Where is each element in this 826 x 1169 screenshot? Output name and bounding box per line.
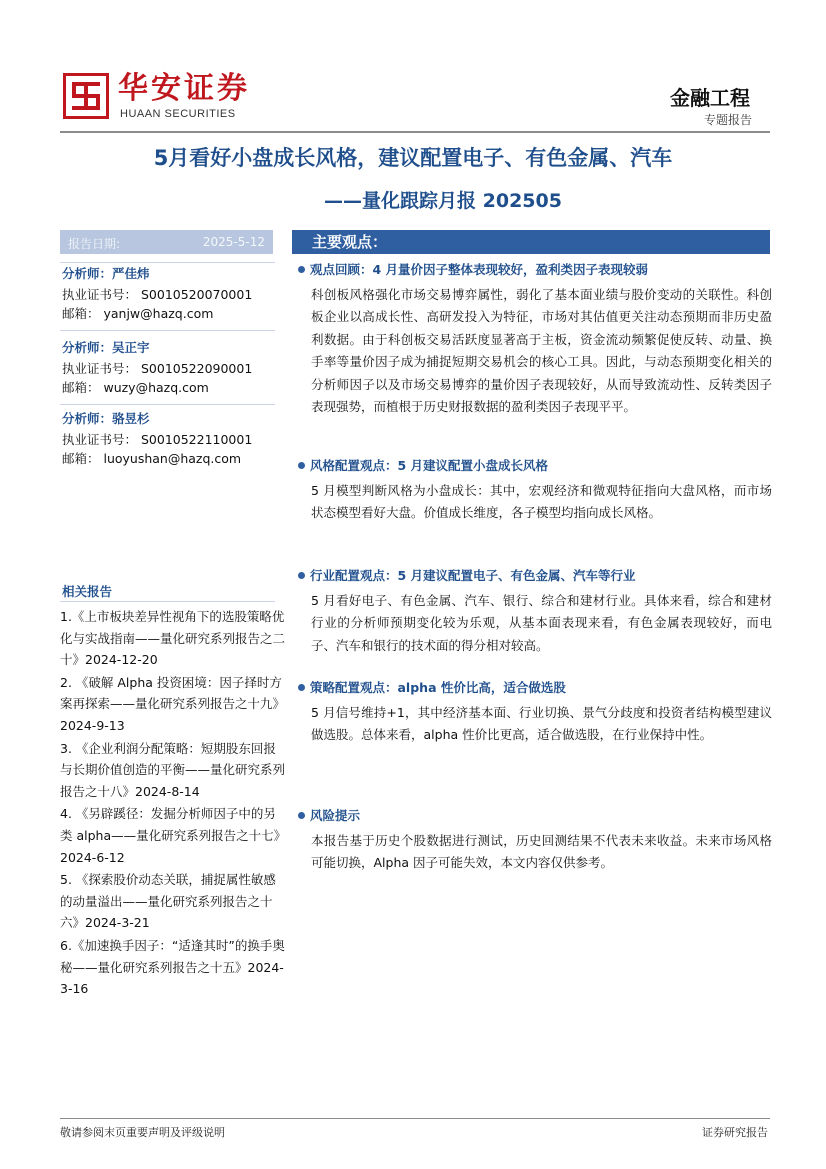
company-name-cn: 华安证券 xyxy=(118,71,250,106)
report-subtitle: ——量化跟踪月报 202505 xyxy=(324,190,562,212)
report-title: 5月看好小盘成长风格，建议配置电子、有色金属、汽车 xyxy=(153,146,673,170)
sidebar-divider xyxy=(60,601,275,602)
company-logo-icon xyxy=(63,73,109,119)
report-subcategory: 专题报告 xyxy=(703,113,752,127)
section-industry xyxy=(298,566,772,657)
analyst-card xyxy=(62,263,277,323)
main-points-heading: 主要观点： xyxy=(312,233,388,251)
page-header xyxy=(0,0,826,135)
report-category: 金融工程 xyxy=(670,86,750,110)
section-title-text: 风险提示 xyxy=(310,808,361,823)
related-report-item[interactable]: 3. 《企业利润分配策略：短期股东回报与长期价值创造的平衡——量化研究系列报告之十八》2024-8-14 xyxy=(60,740,286,799)
section-strategy xyxy=(298,678,772,747)
analyst-email[interactable]: 邮箱： yanjw@hazq.com xyxy=(62,306,214,321)
section-title-review xyxy=(298,260,772,280)
section-title-risk xyxy=(298,806,772,826)
section-title-text: 策略配置观点：alpha 性价比高，适合做选股 xyxy=(310,680,566,695)
analyst-name: 分析师：骆昱杉 xyxy=(62,411,150,426)
footer-divider xyxy=(60,1118,770,1119)
analyst-license: 执业证书号： S0010522090001 xyxy=(62,361,253,376)
header-divider xyxy=(60,131,770,133)
analyst-license: 执业证书号： S0010520070001 xyxy=(62,287,253,302)
section-title-text: 风格配置观点：5 月建议配置小盘成长风格 xyxy=(310,458,549,473)
analyst-license: 执业证书号： S0010522110001 xyxy=(62,432,253,447)
section-risk xyxy=(298,806,772,875)
footer-report-type: 证券研究报告 xyxy=(702,1126,768,1139)
section-body: 5 月信号维持+1，其中经济基本面、行业切换、景气分歧度和投资者结构模型建议做选股。总体来看，alpha 性价比更高，适合做选股，在行业保持中性。 xyxy=(311,705,772,743)
bullet-icon xyxy=(298,266,305,273)
section-style xyxy=(298,456,772,525)
section-review xyxy=(298,260,772,418)
related-report-item[interactable]: 6.《加速换手因子：“适逢其时”的换手奥秘——量化研究系列报告之十五》2024-3-16 xyxy=(60,937,285,997)
analyst-email[interactable]: 邮箱： luoyushan@hazq.com xyxy=(62,451,242,466)
related-reports-heading: 相关报告 xyxy=(62,584,113,599)
analyst-card xyxy=(62,408,277,468)
section-body: 本报告基于历史个股数据进行测试，历史回测结果不代表未来收益。未来市场风格可能切换，Alpha 因子可能失效，本文内容仅供参考。 xyxy=(311,833,772,871)
section-title-text: 观点回顾：4 月量价因子整体表现较好，盈利类因子表现较弱 xyxy=(310,262,649,277)
sidebar-divider xyxy=(60,404,275,405)
section-title-industry xyxy=(298,566,772,586)
related-report-item[interactable]: 5. 《探索股价动态关联，捕捉属性敏感的动量溢出——量化研究系列报告之十六》2024-3-21 xyxy=(60,872,276,931)
report-date-label: 报告日期: xyxy=(68,237,121,251)
section-body: 5 月模型判断风格为小盘成长：其中，宏观经济和微观特征指向大盘风格，而市场状态模型看好大盘。价值成长维度，各子模型均指向成长风格。 xyxy=(311,483,772,521)
report-date-value: 2025-5-12 xyxy=(202,235,265,249)
related-report-item[interactable]: 4. 《另辟蹊径：发掘分析师因子中的另类 alpha——量化研究系列报告之十七》2024-6-12 xyxy=(60,806,280,865)
footer-disclaimer: 敬请参阅末页重要声明及评级说明 xyxy=(60,1126,225,1139)
analyst-card xyxy=(62,337,277,397)
section-title-strategy xyxy=(298,678,772,698)
section-body: 科创板风格强化市场交易博弈属性，弱化了基本面业绩与股价变动的关联性。科创板企业以高成长性、高研发投入为特征，市场对其估值更关注动态预期而非历史盈利数据。由于科创板交易活跃度显著高于主板，资金流动频繁促使反转、动量、换手率等量价因子成为捕捉短期交易机会的核心工具。因此，与动态预期变化相关的分析师因子以及市场交易博弈的量价因子表现较好，从而导致流动性、反转类因子表现强势，而植根于历史财报数据的盈利类因子表现平平。 xyxy=(311,287,772,415)
analyst-email[interactable]: 邮箱： wuzy@hazq.com xyxy=(62,380,209,395)
related-report-item[interactable]: 2. 《破解 Alpha 投资困境：因子择时方案再探索——量化研究系列报告之十九》2024-9-13 xyxy=(60,674,286,733)
related-reports-list xyxy=(60,606,285,1001)
bullet-icon xyxy=(298,684,305,691)
section-title-style xyxy=(298,456,772,476)
analyst-name: 分析师：严佳炜 xyxy=(62,266,150,281)
related-report-item[interactable]: 1.《上市板块差异性视角下的选股策略优化与实战指南——量化研究系列报告之二十》2024-12-20 xyxy=(60,609,286,668)
sidebar-divider xyxy=(60,330,275,331)
bullet-icon xyxy=(298,812,305,819)
bullet-icon xyxy=(298,462,305,469)
bullet-icon xyxy=(298,572,305,579)
report-date-bar xyxy=(60,230,273,254)
analyst-name: 分析师：吴正宇 xyxy=(62,340,150,355)
section-body: 5 月看好电子、有色金属、汽车、银行、综合和建材行业。具体来看，综合和建材行业的分析师预期变化较为乐观，从基本面表现来看，有色金属表现较好，而电子、汽车和银行的技术面的得分相对较高。 xyxy=(311,593,772,653)
section-title-text: 行业配置观点：5 月建议配置电子、有色金属、汽车等行业 xyxy=(310,568,636,583)
company-name-en: HUAAN SECURITIES xyxy=(120,108,236,120)
